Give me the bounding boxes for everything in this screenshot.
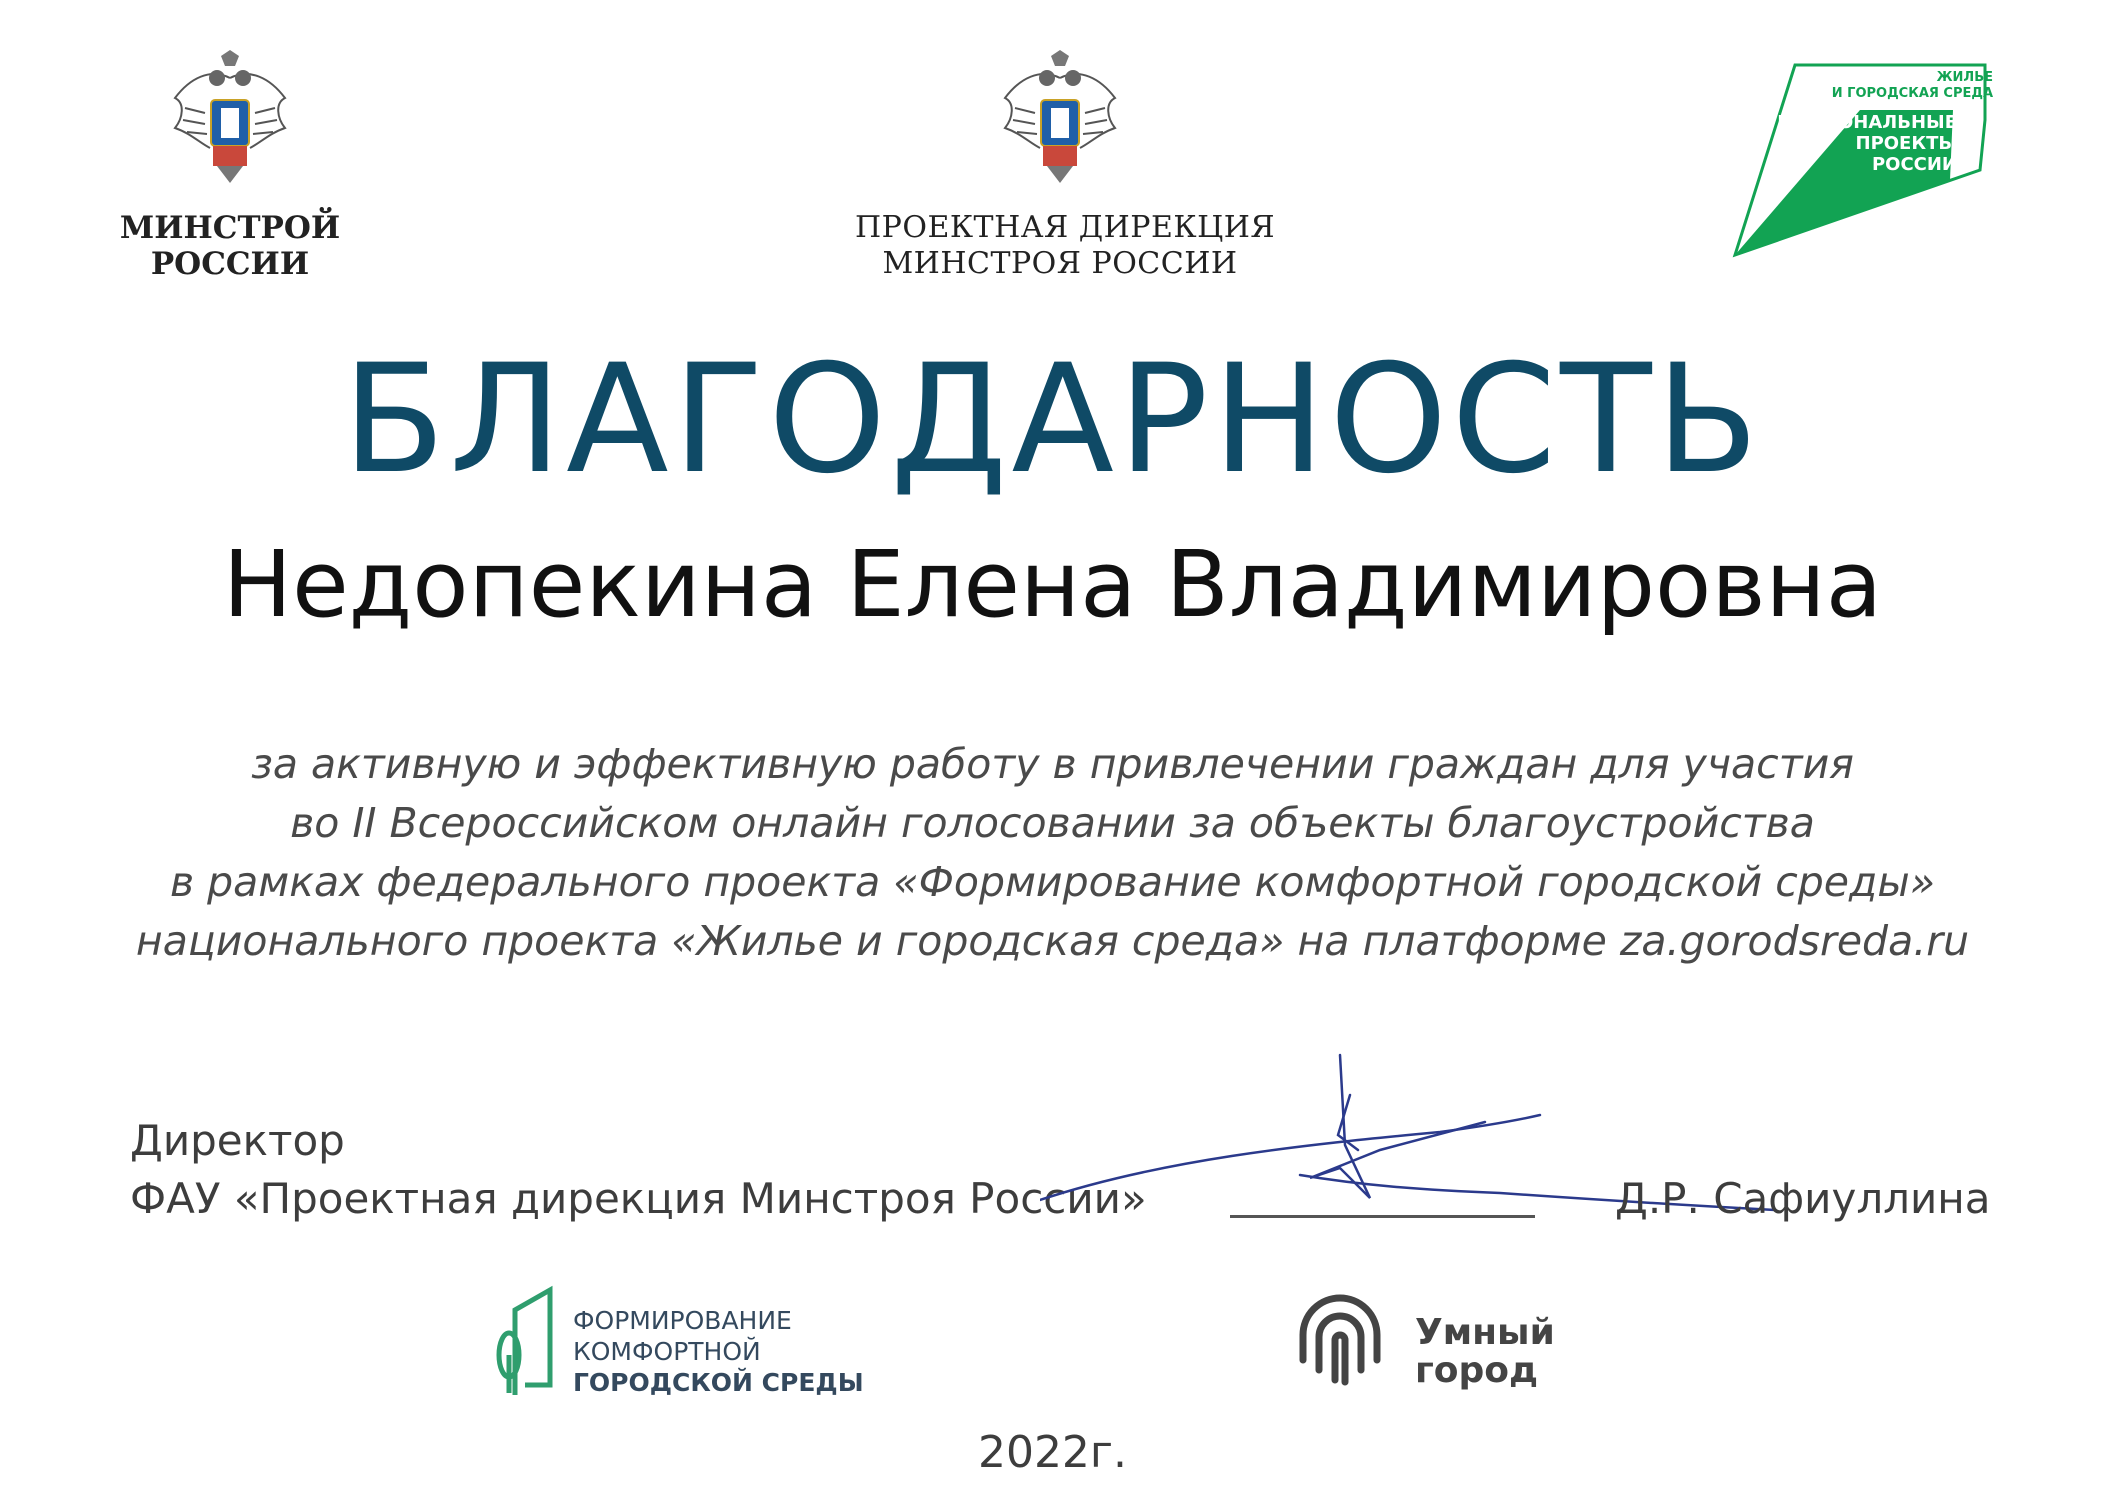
signatory-organization: ФАУ «Проектная дирекция Минстроя России» xyxy=(130,1174,1147,1223)
minstroy-name: МИНСТРОЙ РОССИИ xyxy=(119,210,341,282)
project-directorate-logo xyxy=(855,48,1276,298)
national-projects-text: ЖИЛЬЕ И ГОРОДСКАЯ СРЕДА xyxy=(1831,70,1993,101)
reason-line: национального проекта «Жилье и городская среда» на платформе za.gorodsreda.ru xyxy=(135,917,1970,965)
comfort-city-icon xyxy=(495,1285,560,1400)
signatory-name: Д.Р. Сафиуллина xyxy=(1615,1174,1991,1223)
smart-city-text: Умный город xyxy=(1415,1312,1555,1391)
recipient-name: Недопекина Елена Владимировна xyxy=(222,531,1883,638)
signatory-title: Директор xyxy=(130,1116,345,1165)
reason-line: за активную и эффективную работу в привлечении граждан для участия xyxy=(251,740,1854,788)
reason-line: в рамках федерального проекта «Формирование комфортной городской среды» xyxy=(169,858,1936,906)
fingerprint-icon xyxy=(1295,1290,1385,1390)
national-projects-main-text: НАЦИОНАЛЬНЫЕ ПРОЕКТЫ РОССИИ xyxy=(1777,112,1957,175)
signatory-role xyxy=(130,1112,1147,1228)
reason-line: во II Всероссийском онлайн голосовании за объекты благоустройства xyxy=(290,799,1815,847)
comfortable-urban-environment-logo xyxy=(495,1285,864,1405)
comfort-logo-text: ФОРМИРОВАНИЕ КОМФОРТНОЙ ГОРОДСКОЙ СРЕДЫ xyxy=(573,1306,864,1397)
project-directorate-name: ПРОЕКТНАЯ ДИРЕКЦИЯ МИНСТРОЯ РОССИИ xyxy=(855,210,1276,281)
smart-city-logo xyxy=(1295,1290,1595,1400)
minstroy-logo xyxy=(115,48,345,298)
award-reason xyxy=(60,735,2045,971)
double-headed-eagle-emblem xyxy=(985,48,1135,198)
certificate-year: 2022г. xyxy=(977,1427,1128,1478)
certificate-title: БЛАГОДАРНОСТЬ xyxy=(342,333,1763,507)
double-headed-eagle-emblem xyxy=(155,48,305,198)
national-projects-logo xyxy=(1725,60,2005,260)
